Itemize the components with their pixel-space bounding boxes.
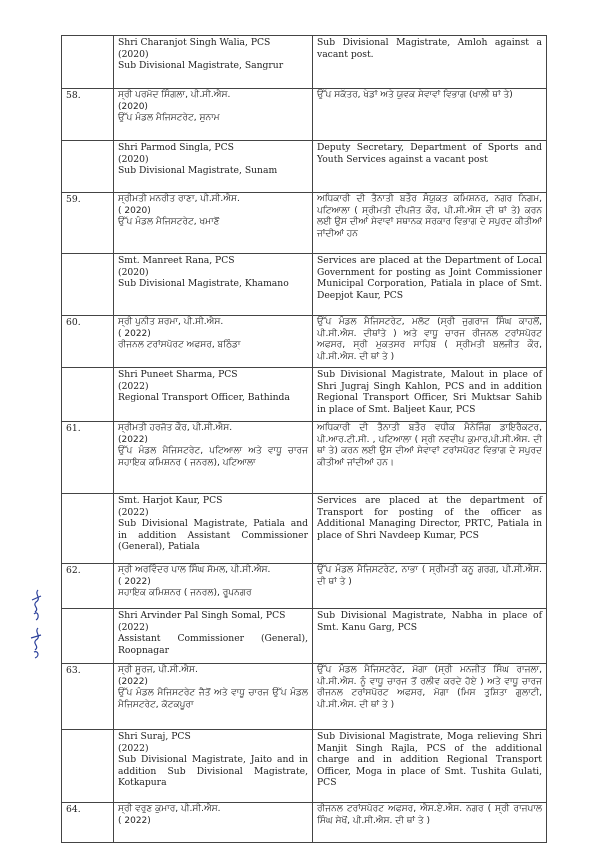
- officer-cell: [114, 609, 313, 664]
- officer-name: Shri Arvinder Pal Singh Somal, PCS: [118, 610, 286, 621]
- new-posting: ਉੱਪ ਮੰਡਲ ਮੈਜਿਸਟਰੇਟ, ਨਾਭਾ ( ਸ੍ਰੀਮਤੀ ਕਨੂ ਗਰਗ, ਪੀ.ਸੀ.ਐਸ. ਦੀ ਥਾਂ ਤੇ ): [313, 564, 547, 609]
- officer-cell: [114, 422, 313, 494]
- postings-table: [61, 35, 547, 843]
- officer-cell: [114, 254, 313, 316]
- serial-number: 62.: [62, 564, 114, 609]
- officer-name: ਸ੍ਰੀ ਸੂਰਜ, ਪੀ.ਸੀ.ਐਸ.: [118, 665, 198, 675]
- new-posting: Services are placed at the department of Transport for posting of the officer as Additional Managing Director, PRTC, Patiala in place of Shri Navdeep Kumar, PCS: [313, 494, 547, 564]
- officer-cell: [114, 730, 313, 803]
- serial-number: [62, 609, 114, 664]
- table-row: [62, 609, 547, 664]
- handwritten-signature: [8, 580, 48, 660]
- officer-name: Shri Suraj, PCS: [118, 731, 191, 742]
- table-row: [62, 36, 547, 89]
- table-row: [62, 730, 547, 803]
- table-row: [62, 494, 547, 564]
- current-post: ਉੱਪ ਮੰਡਲ ਮੈਜਿਸਟਰੇਟ, ਪਟਿਆਲਾ ਅਤੇ ਵਾਧੂ ਚਾਰਜ ਸਹਾਇਕ ਕਮਿਸ਼ਨਰ ( ਜਨਰਲ), ਪਟਿਆਲਾ: [118, 446, 308, 468]
- serial-number: [62, 254, 114, 316]
- current-post: ਸਹਾਇਕ ਕਮਿਸ਼ਨਰ ( ਜਨਰਲ), ਰੂਪਨਗਰ: [118, 588, 252, 599]
- serial-number: 64.: [62, 803, 114, 843]
- table-row: [62, 564, 547, 609]
- current-post: ਉੱਪ ਮੰਡਲ ਮੈਜਿਸਟਰੇਟ ਜੈਤੋਂ ਅਤੇ ਵਾਧੂ ਚਾਰਜ ਉੱਪ ਮੰਡਲ ਮੈਜਿਸਟਰੇਟ, ਕੋਟਕਪੂਰਾ: [118, 688, 308, 710]
- serial-number: 58.: [62, 89, 114, 141]
- serial-number: [62, 368, 114, 422]
- current-post: Regional Transport Officer, Bathinda: [118, 392, 290, 404]
- officer-name: ਸ੍ਰੀ ਪੁਨੀਤ ਸ਼ਰਮਾ, ਪੀ.ਸੀ.ਐਸ.: [118, 317, 224, 327]
- officer-name: Smt. Harjot Kaur, PCS: [118, 495, 223, 506]
- new-posting: ਉੱਪ ਸਕੱਤਰ, ਖੇਡਾਂ ਅਤੇ ਯੁਵਕ ਸੇਵਾਵਾਂ ਵਿਭਾਗ (ਖਾਲੀ ਥਾਂ ਤੇ): [313, 89, 547, 141]
- current-post: Sub Divisional Magistrate, Sunam: [118, 165, 278, 177]
- officer-name: ਸ੍ਰੀਮਤੀ ਮਨਰੀਤ ਰਾਣਾ, ਪੀ.ਸੀ.ਐਸ.: [118, 194, 240, 204]
- officer-cell: [114, 564, 313, 609]
- batch-year: (2020): [118, 48, 149, 60]
- table-row: [62, 193, 547, 254]
- batch-year: (2020): [118, 153, 149, 165]
- officer-name: Shri Parmod Singla, PCS: [118, 142, 234, 153]
- batch-year: (2022): [118, 434, 148, 445]
- officer-name: ਸ੍ਰੀ ਵਰੁਣ ਕੁਮਾਰ, ਪੀ.ਸੀ.ਐਸ.: [118, 804, 221, 814]
- officer-cell: [114, 316, 313, 368]
- officer-cell: [114, 494, 313, 564]
- serial-number: 63.: [62, 664, 114, 730]
- officer-cell: [114, 664, 313, 730]
- serial-number: [62, 36, 114, 89]
- officer-cell: [114, 36, 313, 89]
- batch-year: ( 2022): [118, 576, 151, 587]
- batch-year: (2022): [118, 676, 148, 687]
- current-post: ਉੱਪ ਮੰਡਲ ਮੈਜਿਸਟਰੇਟ, ਸੁਨਾਮ: [118, 113, 220, 124]
- new-posting: ਅਧਿਕਾਰੀ ਦੀ ਤੈਨਾਤੀ ਬਤੌਰ ਸੰਯੁਕਤ ਕਮਿਸ਼ਨਰ, ਨਗਰ ਨਿਗਮ, ਪਟਿਆਲਾ ( ਸ੍ਰੀਮਤੀ ਦੀਪਜੋਤ ਕੌਰ, ਪੀ.ਸੀ.ਐਸ ਦੀ ਥਾਂ ਤੇ) ਕਰਨ ਲਈ ਉਸ ਦੀਆਂ ਸੇਵਾਵਾਂ ਸਥਾਨਕ ਸਰਕਾਰ ਵਿਭਾਗ ਦੇ ਸਪੁਰਦ ਕੀਤੀਆਂ ਜਾਂਦੀਆਂ ਹਨ: [313, 193, 547, 254]
- new-posting: ਉੱਪ ਮੰਡਲ ਮੈਜਿਸਟਰੇਟ, ਮੋਗਾ (ਸ੍ਰੀ ਮਨਜੀਤ ਸਿੰਘ ਰਾਜਲਾ, ਪੀ.ਸੀ.ਐਸ. ਨੂੰ ਵਾਧੂ ਚਾਰਜ ਤੋਂ ਰਲੀਵ ਕਰਦੇ ਹੋਏ ) ਅਤੇ ਵਾਧੂ ਚਾਰਜ ਰੀਜਨਲ ਟਰਾਂਸਪੋਰਟ ਅਫਸਰ, ਮੋਗਾ (ਮਿਸ ਤੁਸ਼ਿਤਾ ਗੁਲਾਟੀ, ਪੀ.ਸੀ.ਐਸ. ਦੀ ਥਾਂ ਤੇ ): [313, 664, 547, 730]
- officer-name: ਸ੍ਰੀ ਪਰਮੋਦ ਸਿੰਗਲਾ, ਪੀ.ਸੀ.ਐਸ.: [118, 90, 231, 100]
- batch-year: (2022): [118, 742, 149, 754]
- batch-year: (2022): [118, 621, 149, 633]
- new-posting: ਰੀਜਨਲ ਟਰਾਂਸਪੋਰਟ ਅਫਸਰ, ਐਸ.ਏ.ਐਸ. ਨਗਰ ( ਸ੍ਰੀ ਰਾਜਪਾਲ ਸਿੰਘ ਸੇਖੋਂ, ਪੀ.ਸੀ.ਐਸ. ਦੀ ਥਾਂ ਤੇ ): [313, 803, 547, 843]
- officer-cell: [114, 368, 313, 422]
- new-posting: Services are placed at the Department of Local Government for posting as Joint Commissioner Municipal Corporation, Patiala in place of Smt. Deepjot Kaur, PCS: [313, 254, 547, 316]
- table-row: [62, 368, 547, 422]
- table-row: [62, 422, 547, 494]
- batch-year: (2022): [118, 380, 149, 392]
- serial-number: 60.: [62, 316, 114, 368]
- officer-name: ਸ੍ਰੀ ਅਰਵਿੰਦਰ ਪਾਲ ਸਿੰਘ ਸੋਮਲ, ਪੀ.ਸੀ.ਐਸ.: [118, 565, 271, 575]
- table-row: [62, 254, 547, 316]
- officer-name: ਸ੍ਰੀਮਤੀ ਹਰਜੋਤ ਕੌਰ, ਪੀ.ਸੀ.ਐਸ.: [118, 423, 233, 433]
- current-post: Sub Divisional Magistrate, Sangrur: [118, 60, 284, 72]
- officer-name: Smt. Manreet Rana, PCS: [118, 255, 235, 266]
- current-post: Sub Divisional Magistrate, Jaito and in addition Sub Divisional Magistrate, Kotkapura: [118, 754, 308, 789]
- new-posting: Sub Divisional Magistrate, Moga relieving Shri Manjit Singh Rajla, PCS of the additional charge and in addition Regional Transport Officer, Moga in place of Smt. Tushita Gulati, PCS: [313, 730, 547, 803]
- batch-year: (2022): [118, 506, 149, 518]
- officer-cell: [114, 141, 313, 193]
- batch-year: (2020): [118, 266, 149, 278]
- current-post: Assistant Commissioner (General), Roopnagar: [118, 633, 308, 656]
- current-post: ਉੱਪ ਮੰਡਲ ਮੈਜਿਸਟਰੇਟ, ਖਮਾਣੋਂ: [118, 217, 220, 228]
- current-post: Sub Divisional Magistrate, Patiala and in addition Assistant Commissioner (General), Patiala: [118, 518, 308, 553]
- new-posting: ਅਧਿਕਾਰੀ ਦੀ ਤੈਨਾਤੀ ਬਤੌਰ ਵਧੀਕ ਮੈਨੇਜਿੰਗ ਡਾਇਰੈਕਟਰ, ਪੀ.ਆਰ.ਟੀ.ਸੀ. , ਪਟਿਆਲਾ ( ਸ੍ਰੀ ਨਵਦੀਪ ਕੁਮਾਰ,ਪੀ.ਸੀ.ਐਸ. ਦੀ ਥਾਂ ਤੇ) ਕਰਨ ਲਈ ਉਸ ਦੀਆਂ ਸੇਵਾਵਾਂ ਟਰਾਂਸਪੋਰਟ ਵਿਭਾਗ ਦੇ ਸਪੁਰਦ ਕੀਤੀਆਂ ਜਾਂਦੀਆਂ ਹਨ।: [313, 422, 547, 494]
- new-posting: Sub Divisional Magistrate, Nabha in place of Smt. Kanu Garg, PCS: [313, 609, 547, 664]
- serial-number: [62, 494, 114, 564]
- new-posting: ਉੱਪ ਮੰਡਲ ਮੈਜਿਸਟਰੇਟ, ਮਲੋਟ (ਸ੍ਰੀ ਜੁਗਰਾਜ ਸਿੰਘ ਕਾਹਲੋਂ, ਪੀ.ਸੀ.ਐਸ. ਦੀਥਾਂਤੇ ) ਅਤੇ ਵਾਧੂ ਚਾਰਜ ਰੀਜਨਲ ਟਰਾਂਸਪੋਰਟ ਅਫਸਰ, ਸ੍ਰੀ ਮੁਕਤਸਰ ਸਾਹਿਬ ( ਸ੍ਰੀਮਤੀ ਬਲਜੀਤ ਕੌਰ, ਪੀ.ਸੀ.ਐਸ. ਦੀ ਥਾਂ ਤੇ ): [313, 316, 547, 368]
- officer-cell: [114, 193, 313, 254]
- table-row: [62, 664, 547, 730]
- current-post: Sub Divisional Magistrate, Khamano: [118, 278, 289, 290]
- table-row: [62, 141, 547, 193]
- serial-number: [62, 730, 114, 803]
- serial-number: 59.: [62, 193, 114, 254]
- batch-year: (2020): [118, 101, 148, 112]
- officer-cell: [114, 89, 313, 141]
- serial-number: 61.: [62, 422, 114, 494]
- table-row: [62, 316, 547, 368]
- batch-year: ( 2022): [118, 328, 151, 339]
- officer-name: Shri Puneet Sharma, PCS: [118, 369, 238, 380]
- serial-number: [62, 141, 114, 193]
- batch-year: ( 2020): [118, 205, 151, 216]
- officer-name: Shri Charanjot Singh Walia, PCS: [118, 37, 271, 48]
- table-row: [62, 89, 547, 141]
- new-posting: Sub Divisional Magistrate, Amloh against a vacant post.: [313, 36, 547, 89]
- new-posting: Sub Divisional Magistrate, Malout in place of Shri Jugraj Singh Kahlon, PCS and in addition Regional Transport Officer, Sri Muktsar Sahib in place of Smt. Baljeet Kaur, PCS: [313, 368, 547, 422]
- batch-year: ( 2022): [118, 815, 151, 826]
- current-post: ਰੀਜਨਲ ਟਰਾਂਸਪੋਰਟ ਅਫਸਰ, ਬਠਿੰਡਾ: [118, 340, 241, 351]
- new-posting: Deputy Secretary, Department of Sports and Youth Services against a vacant post: [313, 141, 547, 193]
